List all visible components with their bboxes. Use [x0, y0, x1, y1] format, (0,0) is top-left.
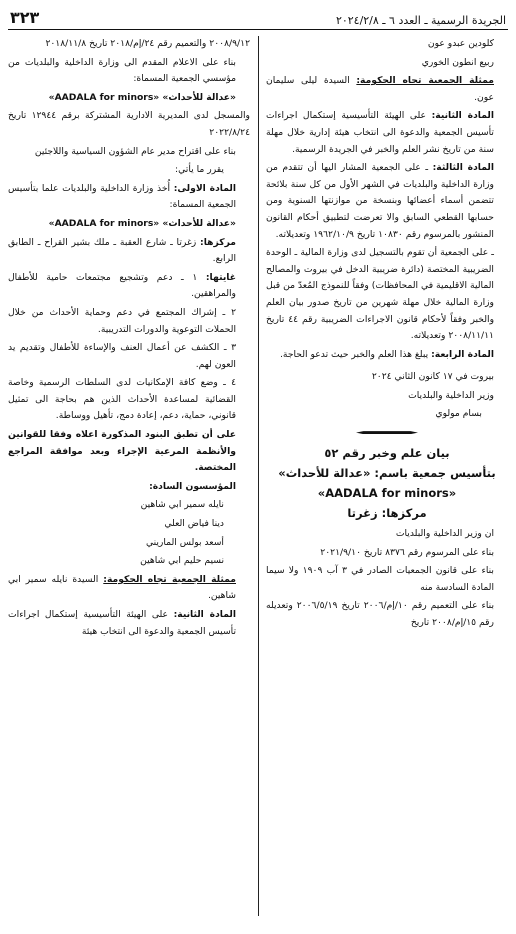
- gov-rep-paragraph: [266, 73, 508, 106]
- page-number: ٣٢٣: [10, 8, 40, 27]
- founder-name: دينا فياض العلي: [164, 518, 224, 530]
- article-3-text: ـ على الجمعية المشار اليها أن تتقدم من وزارة الداخلية والبلديات في الشهر الأول من كل سنة بلائحة تتضمن أسماء أعضائها وبنسخة من موازنتها السنوية ومن حسابها القطعي السابق والا تعرضت لتطبيق أحكام القانون المنشور بالمرسوم رقم ١٠٨٣٠ تاريخ ١٩٦٢/١٠/٩ وتعديلاته.: [266, 162, 494, 240]
- article-1-paragraph: [8, 181, 250, 214]
- gov-rep-paragraph: [8, 572, 250, 605]
- center-lead: مركزها:: [200, 236, 236, 248]
- founder-name: نسيم حليم ابي شاهين: [140, 555, 224, 567]
- intro-line: ان وزير الداخلية والبلديات: [395, 528, 494, 540]
- founder-name: نايله سمير ابي شاهين: [140, 499, 224, 511]
- goals-paragraph: [8, 270, 250, 303]
- registration-paragraph: والمسجل لدى المديرية الادارية المشتركة برقم ١٢٩٤٤ تاريخ ٢٠٢٢/٨/٢٤: [8, 110, 250, 138]
- notice-subtitle: بتأسيس جمعية باسم: «عدالة للأحداث»: [278, 466, 496, 481]
- article-1-lead: المادة الاولى:: [173, 182, 237, 194]
- article-3-tax-paragraph: ـ على الجمعية أن تقوم بالتسجيل لدى وزارة المالية ـ الوحدة الضريبية المختصة (دائرة ضريبية الدخل في بيروت والمصالح المالية الاقليمية في المحافظات) وفقاً للنموذج المُعدّ من قبل وزارة المالية خلال مهلة شهرين من تاريخ صدور بيان العلم والخبر وفقاً لأحكام قانون الاجراءات الضريبية رقم ٤٤ تاريخ ٢٠٠٨/١١/١١ وتعديلاته.: [266, 247, 494, 342]
- signature-name: بسام مولوي: [435, 408, 482, 420]
- two-column-body: [8, 36, 508, 916]
- gov-rep-lead: ممثلة الجمعية تجاه الحكومة:: [103, 573, 236, 585]
- founders-label: المؤسسون السادة:: [149, 480, 236, 492]
- association-name: «عدالة للأحداث» «AADALA for minors»: [48, 91, 236, 103]
- decides-heading: يقرر ما يأتي:: [175, 164, 224, 176]
- page-header: [8, 6, 508, 30]
- goals-lead: غايتها:: [205, 271, 236, 283]
- goal-item: ٤ ـ وضع كافة الإمكانيات لدى السلطات الرسمية وخاصة القضائية لمساعدة الأحداث الذين هم بحاجة الى تمثيل قانوني، حماية، دعم، إعادة دمج، تأهيل ووساطة.: [8, 377, 236, 422]
- goals-text: ١ ـ دعم وتشجيع مجتمعات حامية للأطفال والمراهقين.: [8, 271, 236, 300]
- article-2-paragraph: [8, 607, 250, 640]
- article-2-text: على الهيئة التأسيسية إستكمال اجراءات تأسيس الجمعية والدعوة الى انتخاب هيئة إدارية خلال مهلة سنة من تاريخ نشر العلم والخبر في الجريدة الرسمية.: [266, 110, 494, 155]
- right-column: [266, 36, 508, 916]
- notice-title: بيان علم وخبر رقم ٥٢: [324, 446, 450, 461]
- association-name: «عدالة للأحداث» «AADALA for minors»: [48, 217, 236, 229]
- founder-name: أسعد بولس الماريني: [145, 536, 224, 548]
- notice-latin-name: «AADALA for minors»: [317, 486, 457, 501]
- proposal-paragraph: بناء على اقتراح مدير عام الشؤون السياسية واللاجئين: [34, 145, 236, 157]
- left-column: [8, 36, 250, 916]
- article-2-paragraph: [266, 108, 508, 158]
- gov-rep-lead: ممثلة الجمعية تجاه الحكومة:: [356, 75, 494, 87]
- intro-line: بناء على التعميم رقم ١٠/إم/٢٠٠٦ تاريخ ٢٠٠٦/٥/١٩ وتعديله رقم ١٥/إم/٢٠٠٨ تاريخ: [266, 600, 494, 629]
- goal-item: ٢ ـ إشراك المجتمع في دعم وحماية الأحداث من خلال الحملات التوعوية والدورات التدريبية.: [8, 306, 236, 335]
- article-4-paragraph: [266, 347, 508, 364]
- intro-line: بناء على قانون الجمعيات الصادر في ٣ آب ١٩٠٩ ولا سيما المادة السادسة منه: [266, 565, 494, 593]
- gov-rep-text: السيدة ليلى سليمان عون.: [266, 75, 494, 103]
- intro-line: بناء على المرسوم رقم ٨٣٧٦ تاريخ ٢٠٢١/٩/١٠: [320, 546, 494, 558]
- founder-name: ربيع انطون الخوري: [421, 56, 494, 68]
- intro-continuation: ٢٠٠٨/٩/١٢ والتعميم رقم ٢٤/إم/٢٠١٨ تاريخ ٢٠١٨/١١/٨: [45, 38, 250, 49]
- apply-clause: على أن تطبق البنود المذكورة اعلاه وفقا للقوانين والأنظمة المرعية الإجراء وبعد موافقة المراجع المختصة.: [8, 429, 236, 474]
- founders-notice-paragraph: بناء على الاعلام المقدم الى وزارة الداخلية والبلديات من مؤسسي الجمعية المسماة:: [8, 56, 236, 85]
- article-2-lead: المادة الثانية:: [173, 609, 237, 620]
- signature-title: وزير الداخلية والبلديات: [408, 389, 494, 401]
- notice-center: مركزها: زغرتا: [347, 506, 427, 521]
- center-text: زغرتا ـ شارع العقبة ـ ملك بشير القراح ـ الطابق الرابع.: [8, 236, 236, 265]
- goal-item: ٣ ـ الكشف عن أعمال العنف والإساءة للأطفال وتقديم يد العون لهم.: [8, 342, 236, 370]
- article-2-text: على الهيئة التأسيسية إستكمال اجراءات تأسيس الجمعية والدعوة الى انتخاب هيئة: [8, 609, 236, 637]
- article-1-text: أُخذ وزارة الداخلية والبلديات علما بتأسيس الجمعية المسماة:: [8, 182, 236, 211]
- center-paragraph: [8, 235, 250, 268]
- section-divider: [356, 429, 418, 436]
- article-3-lead: المادة الثالثة:: [432, 162, 495, 174]
- gazette-issue-title: الجريدة الرسمية ـ العدد ٦ ـ ٢٠٢٤/٢/٨: [335, 14, 506, 27]
- gov-rep-text: السيدة نايله سمير ابي شاهين.: [8, 573, 236, 602]
- article-2-lead: المادة الثانية:: [431, 110, 495, 122]
- column-rule: [258, 36, 259, 916]
- article-4-text: يبلغ هذا العلم والخبر حيث تدعو الحاجة.: [279, 348, 432, 360]
- signature-place-date: بيروت في ١٧ كانون الثاني ٢٠٢٤: [371, 371, 494, 383]
- founder-name: كلودين عبدو عون: [427, 38, 494, 49]
- article-4-lead: المادة الرابعة:: [431, 348, 494, 360]
- article-3-paragraph: [266, 160, 508, 243]
